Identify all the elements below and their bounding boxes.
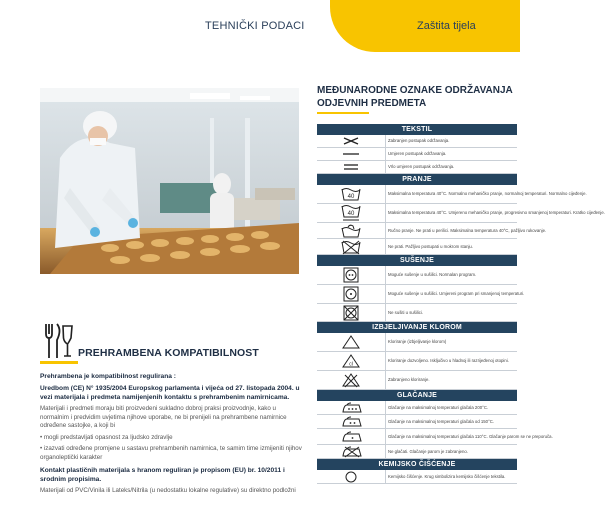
svg-text:40: 40 xyxy=(347,194,355,200)
group-heading-ironing: GLAČANJE xyxy=(317,390,517,401)
care-row-text: Glačanje na maksimalnoj temperaturi glačala od 150°C. xyxy=(385,415,517,428)
care-row xyxy=(317,285,525,304)
iron-3-dots-icon xyxy=(317,402,385,414)
care-row xyxy=(317,352,517,371)
food-compatibility-title: PREHRAMBENA KOMPATIBILNOST xyxy=(78,347,259,359)
care-row xyxy=(317,223,547,239)
wash-40-gentle-icon xyxy=(317,204,385,222)
food-compatibility-text xyxy=(40,372,302,498)
care-row xyxy=(317,333,517,352)
care-row xyxy=(317,401,517,415)
materials-text: Materijali od PVC/Vinila ili Lateks/Nitrila (u nedostatku lokalne regulative) su direktno podložni xyxy=(40,486,296,494)
no-wash-icon xyxy=(317,239,385,255)
care-row xyxy=(317,445,517,459)
svg-text:cl: cl xyxy=(349,361,353,368)
double-bar-icon xyxy=(317,162,385,172)
care-title-accent-bar xyxy=(317,112,369,114)
group-heading-dry-cleaning: KEMIJSKO ČIŠĆENJE xyxy=(317,459,517,470)
care-row-text: Ne sušiti u sušilici. xyxy=(385,304,517,321)
svg-text:40: 40 xyxy=(347,211,355,217)
care-row xyxy=(317,266,517,285)
care-row xyxy=(317,429,553,445)
food-regulation: Uredbom (CE) N° 1935/2004 Europskog parlamenta i vijeća od 27. listopada 2004. u vezi materijala i predmeta namijenjenih kontaktu s prehrambenim namirnicama. xyxy=(40,385,300,401)
care-row-text: Ne glačati. Glačanje parom je zabranjeno. xyxy=(385,445,517,458)
iron-1-dot-icon xyxy=(317,431,385,443)
group-heading-bleaching: IZBJELJIVANJE KLOROM xyxy=(317,322,517,333)
care-symbols-table xyxy=(317,124,605,484)
care-row xyxy=(317,371,517,390)
tumble-dry-icon xyxy=(317,267,385,283)
hand-wash-icon xyxy=(317,223,385,239)
food-bullet-2: • izazvati određene promjene u sastavu prehrambenih namirnica, te samim time izmijeniti njihov organoleptički karakter xyxy=(40,445,302,461)
care-row-text: Umjeren postupak održavanja. xyxy=(385,148,517,160)
single-bar-icon xyxy=(317,149,385,159)
care-row-text: Ne prati. Pažljivo postupati u mokrom stanju. xyxy=(385,239,517,254)
food-body: Materijali i predmeti moraju biti proizvedeni sukladno dobroj praksi proizvodnje, kako u normalnim i predvidim uvjetima njihove uporabe, ne bi prenijeli na prehrambene namirnice određene sastojke, a koji bi xyxy=(40,405,287,430)
header-tab-label: Zaštita tijela xyxy=(417,20,476,32)
wash-40-icon xyxy=(317,186,385,202)
bleach-icon xyxy=(317,334,385,350)
care-row xyxy=(317,304,517,322)
care-row-text: Moguće sušenje u sušilici. Normalan program. xyxy=(385,266,517,284)
header-tab xyxy=(330,0,520,52)
group-heading-textile: TEKSTIL xyxy=(317,124,517,135)
fork-knife-glass-icon xyxy=(44,322,74,362)
cross-icon xyxy=(317,136,385,146)
contact-title: Kontakt plastičnih materijala s hranom reguliran je propisom (EU) br. 10/2011 i srodnim propisima. xyxy=(40,466,285,483)
care-row xyxy=(317,470,517,484)
care-row xyxy=(317,204,605,223)
no-tumble-dry-icon xyxy=(317,305,385,321)
care-row-text: Moguće sušenje u sušilici. Umjereni program pri smanjenoj temperaturi. xyxy=(385,285,526,303)
care-row xyxy=(317,148,517,161)
care-row-text: Ručno pranje. Ne prati u perilici. Maksimalna temperatura 40°C, pažljivo rukovanje. xyxy=(385,223,548,238)
care-symbols-title: MEĐUNARODNE OZNAKE ODRŽAVANJA ODJEVNIH PREDMETA xyxy=(317,85,513,109)
care-row xyxy=(317,135,517,148)
tumble-dry-low-icon xyxy=(317,286,385,302)
care-row-text: Maksimalna temperatura 40°C. Normalno mehaničko pranje, normalnoj temperaturi. Normalno cijeđenje. xyxy=(385,185,589,203)
care-row xyxy=(317,415,517,429)
section-accent-bar xyxy=(40,361,78,364)
bleach-diluted-icon xyxy=(317,353,385,369)
section-header: TEHNIČKI PODACI xyxy=(205,20,305,32)
care-row-text: Zabranjen postupak održavanja. xyxy=(385,135,517,147)
care-row-text: Glačanje na maksimalnoj temperaturi glačala 110°C. Glačanje parom se ne preporuča. xyxy=(385,429,555,444)
care-row-text: Zabranjeno kloriranje. xyxy=(385,371,517,389)
group-heading-washing: PRANJE xyxy=(317,174,517,185)
care-row-text: Glačanje na maksimalnoj temperaturi glačala 200°C. xyxy=(385,401,517,414)
care-row-text: Kloriranje (izbjeljivanje klorom) xyxy=(385,333,517,351)
care-row-text: Kloriranje dozvoljeno. Isključivo u hladnoj ili razrijeđenoj otopini. xyxy=(385,352,517,370)
iron-2-dots-icon xyxy=(317,416,385,428)
no-bleach-icon xyxy=(317,372,385,388)
care-row xyxy=(317,161,517,174)
food-lead: Prehrambena je kompatibilnost regulirana : xyxy=(40,373,176,380)
dry-clean-icon xyxy=(317,471,385,483)
food-factory-photo xyxy=(40,88,299,274)
care-row-text: Vrlo umjeren postupak održavanja. xyxy=(385,161,517,173)
group-heading-drying: SUŠENJE xyxy=(317,255,517,266)
care-row xyxy=(317,185,587,204)
care-row-text: Kemijsko čišćenje. Krug simbolizira kemijsko čišćenje tekstila. xyxy=(385,470,517,483)
no-iron-icon xyxy=(317,446,385,458)
care-row xyxy=(317,239,517,255)
food-bullet-1: • mogli predstavljati opasnost za ljudsko zdravlje xyxy=(40,433,173,441)
care-row-text: Maksimalna temperatura 40°C. Umjereno mehaničko pranje, progresivno smanjenoj temperaturi. Kratko cijeđenje. xyxy=(385,204,607,222)
